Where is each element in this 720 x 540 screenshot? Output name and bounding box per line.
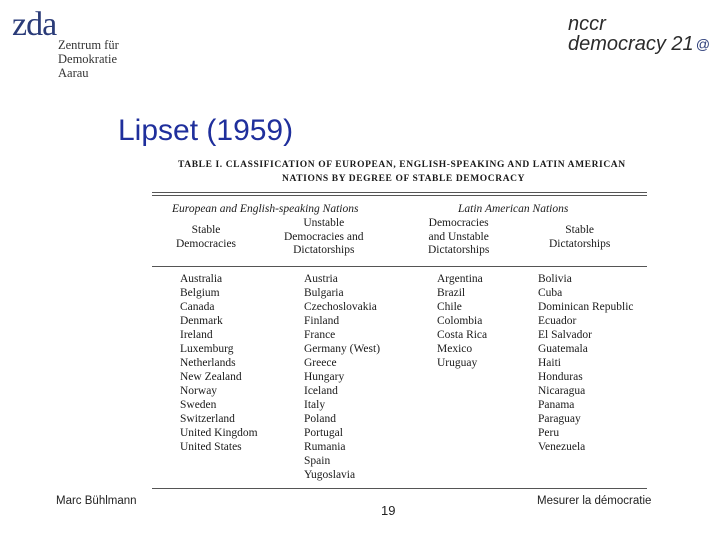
footer-page-number: 19 <box>381 503 396 518</box>
table-cell: Greece <box>304 357 337 369</box>
table-cell: Portugal <box>304 427 343 439</box>
table-cell: United States <box>180 441 242 453</box>
table-cell: Uruguay <box>437 357 478 369</box>
table-cell: New Zealand <box>180 371 242 383</box>
table-cell: Colombia <box>437 315 483 327</box>
table-cell: Haiti <box>538 357 561 369</box>
header-line: Democracies <box>428 217 489 229</box>
table-cell: France <box>304 329 336 341</box>
table-cell: Hungary <box>304 371 345 383</box>
column-header-democracies-unstable <box>428 217 489 258</box>
table-cell: Netherlands <box>180 357 236 369</box>
lipset-table <box>152 156 647 492</box>
group-header-latin: Latin American Nations <box>458 203 569 215</box>
table-cell: Denmark <box>180 315 223 327</box>
table-cell: Czechoslovakia <box>304 301 377 313</box>
table-cell: Spain <box>304 455 331 467</box>
table-cell: Finland <box>304 315 340 327</box>
table-cell: Ireland <box>180 329 213 341</box>
header-line: Unstable <box>303 217 345 229</box>
column-header-stable-dictatorships <box>549 224 610 251</box>
table-rule-top-double <box>152 195 647 196</box>
zda-line-2: Demokratie <box>58 52 118 66</box>
table-cell: Mexico <box>437 343 473 355</box>
table-cell: Austria <box>304 273 338 285</box>
table-cell: Nicaragua <box>538 385 586 397</box>
slide-title: Lipset (1959) <box>118 114 294 147</box>
table-cell: United Kingdom <box>180 427 258 439</box>
table-cell: Argentina <box>437 273 483 285</box>
table-cell: Brazil <box>437 287 466 299</box>
nccr-line-2 <box>568 34 710 54</box>
nccr-logo <box>568 14 710 54</box>
header-line: and Unstable <box>428 230 489 243</box>
footer-author: Marc Bühlmann <box>56 495 137 507</box>
table-cell: Iceland <box>304 385 338 397</box>
nccr-line-1: nccr <box>568 13 606 35</box>
table-rule-header <box>152 266 647 267</box>
table-cell: Panama <box>538 399 575 411</box>
table-rule-bottom <box>152 488 647 489</box>
header-line: Democracies <box>176 237 237 250</box>
table-cell: Costa Rica <box>437 329 488 341</box>
zda-institute-name <box>58 38 119 80</box>
header-line: Dictatorships <box>549 237 611 250</box>
column-stable-democracies <box>180 272 258 454</box>
table-cell: Venezuela <box>538 441 586 453</box>
header-line: Stable <box>565 224 595 236</box>
header-line: Dictatorships <box>293 244 355 256</box>
column-stable-dictatorships <box>538 272 634 454</box>
at-icon: @ <box>695 36 710 52</box>
table-cell: Honduras <box>538 371 583 383</box>
header-line: Democracies and <box>284 230 364 243</box>
table-caption-line-1: TABLE I. CLASSIFICATION OF EUROPEAN, ENGLISH-SPEAKING AND LATIN AMERICAN <box>178 160 626 170</box>
table-cell: Luxemburg <box>180 343 234 355</box>
table-cell: Ecuador <box>538 315 577 327</box>
table-cell: Cuba <box>538 287 563 299</box>
table-cell: Switzerland <box>180 413 235 425</box>
table-cell: Yugoslavia <box>304 469 356 481</box>
table-cell: Belgium <box>180 287 220 299</box>
table-cell: Bulgaria <box>304 287 344 299</box>
column-unstable-democracies <box>304 272 380 482</box>
table-cell: Bolivia <box>538 273 572 285</box>
table-cell: Italy <box>304 399 326 411</box>
column-header-stable-democracies <box>176 224 236 251</box>
column-header-unstable-democracies <box>284 217 364 258</box>
table-cell: Chile <box>437 301 462 313</box>
table-cell: Norway <box>180 385 218 397</box>
group-header-european: European and English-speaking Nations <box>172 203 359 215</box>
zda-logo: zda <box>12 6 57 43</box>
table-cell: Germany (West) <box>304 343 381 355</box>
table-cell: Poland <box>304 413 336 425</box>
table-cell: Rumania <box>304 441 346 453</box>
zda-line-3: Aarau <box>58 66 89 80</box>
table-cell: Dominican Republic <box>538 301 634 313</box>
table-cell: Guatemala <box>538 343 588 355</box>
header-line: Stable <box>191 224 221 236</box>
table-cell: Peru <box>538 427 560 439</box>
table-cell: Australia <box>180 273 223 285</box>
footer-topic: Mesurer la démocratie <box>537 495 652 507</box>
column-democracies-unstable <box>437 272 487 370</box>
zda-line-1: Zentrum für <box>58 38 119 52</box>
header-line: Dictatorships <box>428 244 490 256</box>
table-cell: El Salvador <box>538 329 592 341</box>
table-caption-line-2: NATIONS BY DEGREE OF STABLE DEMOCRACY <box>282 174 526 184</box>
table-cell: Sweden <box>180 399 217 411</box>
table-cell: Paraguay <box>538 413 581 425</box>
nccr-line-2-text: democracy 21 <box>568 33 694 55</box>
table-cell: Canada <box>180 301 215 313</box>
table-rule-top <box>152 192 647 193</box>
